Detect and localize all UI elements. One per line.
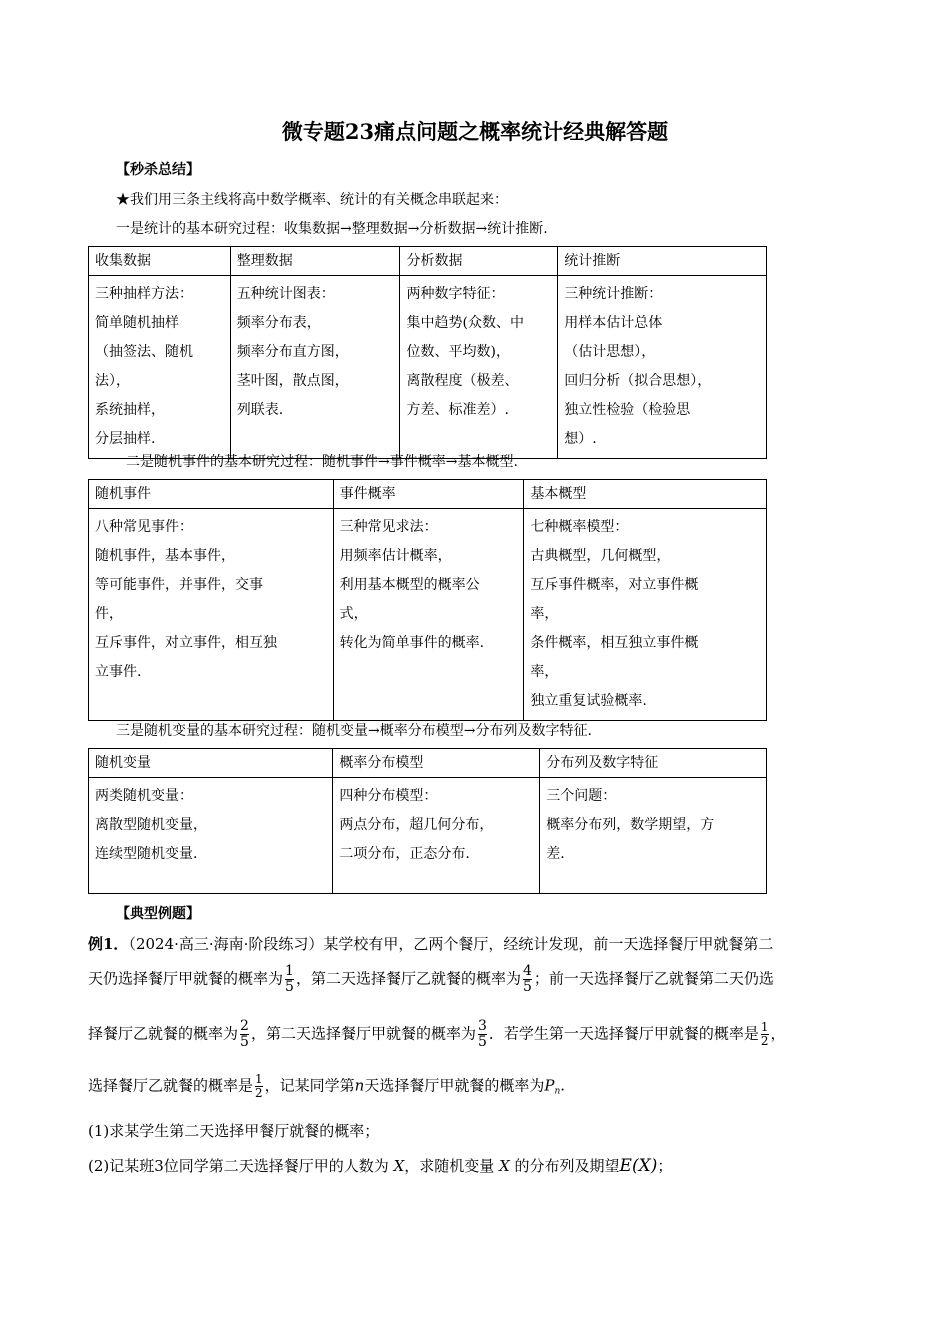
cell-line: 用频率估计概率， — [339, 548, 452, 564]
section2-lead: 二是随机事件的基本研究过程：随机事件→事件概率→基本概型. — [126, 454, 518, 470]
cell-line: 立事件. — [95, 664, 142, 680]
example-text: ，第二天选择餐厅甲就餐的概率为 — [250, 1024, 476, 1043]
cell-line: 连续型随机变量. — [95, 846, 198, 862]
fraction-three-fifths — [478, 1019, 487, 1050]
table-row — [89, 509, 767, 721]
variable-p-subscript: n — [554, 1086, 561, 1097]
cell-line: 独立重复试验概率. — [530, 693, 647, 709]
example-text: 天仍选择餐厅甲就餐的概率为 — [88, 969, 284, 988]
cell-line: 三种常见求法： — [339, 519, 438, 535]
table-header-cell: 基本概型 — [524, 480, 767, 509]
cell-line: 独立性检验（检验思 — [564, 402, 691, 418]
example-text: 选择餐厅乙就餐的概率是 — [88, 1076, 254, 1095]
frac-numerator: 1 — [760, 1020, 769, 1034]
example-text: ，求随机变量 — [404, 1157, 495, 1175]
table-cell — [400, 276, 558, 459]
frac-denominator: 5 — [240, 1034, 249, 1050]
cell-line: 频率分布直方图， — [236, 344, 349, 360]
table-cell — [540, 778, 767, 894]
cell-line: 茎叶图，散点图， — [236, 373, 349, 389]
example-text: ，第二天选择餐厅乙就餐的概率为 — [295, 969, 521, 988]
random-variable-table — [88, 748, 767, 894]
table-header-cell: 分析数据 — [400, 247, 558, 276]
cell-line: 位数、平均数)， — [406, 344, 510, 360]
table-cell — [524, 509, 767, 721]
example-heading: 【典型例题】 — [116, 906, 200, 922]
table-header-cell: 统计推断 — [558, 247, 767, 276]
intro-text: ★我们用三条主线将高中数学概率、统计的有关概念串联起来： — [116, 192, 508, 208]
question-2 — [88, 1155, 672, 1176]
table-header-cell: 随机事件 — [89, 480, 334, 509]
example-text: ，记某同学第 — [264, 1076, 355, 1095]
cell-line: 件， — [95, 606, 123, 622]
example-text: 天选择餐厅甲就餐的概率为 — [364, 1076, 545, 1095]
cell-line: 条件概率，相互独立事件概 — [530, 635, 699, 651]
cell-line: 集中趋势(众数、中 — [406, 315, 524, 331]
summary-heading: 【秒杀总结】 — [116, 162, 200, 178]
example-line-2 — [88, 964, 774, 995]
frac-numerator: 1 — [255, 1072, 263, 1086]
example-text: . — [560, 1076, 566, 1095]
frac-numerator: 2 — [240, 1018, 249, 1034]
variable-x: X — [499, 1157, 510, 1175]
cell-line: 想）. — [564, 431, 597, 447]
cell-line: 利用基本概型的概率公 — [339, 577, 480, 593]
cell-line: 离散型随机变量， — [95, 817, 207, 833]
table-header-cell: 收集数据 — [89, 247, 231, 276]
fraction-one-half — [255, 1073, 263, 1100]
table-row — [89, 276, 767, 459]
expectation-symbol: E(X) — [619, 1156, 658, 1176]
table-row — [89, 778, 767, 894]
example-text: (2)记某班3位同学第二天选择餐厅甲的人数为 — [88, 1157, 389, 1175]
cell-line: 概率分布列，数学期望，方 — [546, 817, 715, 833]
cell-line: 互斥事件概率，对立事件概 — [530, 577, 699, 593]
cell-line: 列联表. — [236, 402, 284, 418]
example-text: （2024·高三·海南·阶段练习）某学校有甲，乙两个餐厅，经统计发现，前一天选择餐厅甲就餐第二 — [128, 935, 774, 953]
table-header-cell: 整理数据 — [230, 247, 400, 276]
variable-p: P — [544, 1076, 555, 1095]
frac-numerator: 1 — [285, 963, 294, 979]
cell-line: 式， — [339, 606, 368, 622]
frac-denominator: 2 — [760, 1034, 769, 1048]
question-1: (1)求某学生第二天选择甲餐厅就餐的概率； — [88, 1122, 380, 1140]
table-cell — [89, 509, 334, 721]
cell-line: 方差、标准差）. — [406, 402, 509, 418]
section3-lead: 三是随机变量的基本研究过程：随机变量→概率分布模型→分布列及数字特征. — [116, 723, 592, 739]
example-label: 例1． — [88, 935, 129, 953]
cell-line: 率， — [530, 664, 559, 680]
cell-line: 三种抽样方法： — [95, 286, 193, 302]
cell-line: 两点分布，超几何分布， — [339, 817, 494, 833]
table-header-row — [89, 749, 767, 778]
variable-n: n — [354, 1076, 365, 1095]
stats-process-table — [88, 246, 767, 459]
table-header-cell: 概率分布模型 — [333, 749, 540, 778]
cell-line: 转化为简单事件的概率. — [339, 635, 485, 651]
table-header-row — [89, 480, 767, 509]
cell-line: 分层抽样. — [95, 431, 156, 447]
table-header-cell: 随机变量 — [89, 749, 333, 778]
example-text: 的分布列及期望 — [514, 1157, 620, 1175]
table-cell — [230, 276, 400, 459]
cell-line: 四种分布模型： — [339, 788, 438, 804]
example-text: ， — [770, 1024, 786, 1043]
cell-line: 两种数字特征： — [406, 286, 505, 302]
table-cell — [89, 276, 231, 459]
frac-numerator: 4 — [522, 963, 532, 979]
example-text: ； — [657, 1157, 673, 1175]
cell-line: 用样本估计总体 — [564, 315, 663, 331]
fraction-one-half — [761, 1021, 769, 1048]
cell-line: 三个问题： — [546, 788, 617, 804]
frac-denominator: 5 — [522, 979, 532, 995]
fraction-one-fifth — [285, 964, 294, 995]
variable-x: X — [393, 1157, 405, 1175]
cell-line: 八种常见事件： — [95, 519, 193, 535]
table-header-cell: 事件概率 — [333, 480, 524, 509]
cell-line: 两类随机变量： — [95, 788, 193, 804]
fraction-four-fifths — [523, 964, 532, 995]
cell-line: 回归分析（拟合思想）， — [564, 373, 712, 389]
table-cell — [89, 778, 333, 894]
table-cell — [558, 276, 767, 459]
frac-numerator: 3 — [477, 1018, 487, 1034]
frac-denominator: 5 — [285, 979, 294, 995]
cell-line: 三种统计推断： — [564, 286, 663, 302]
cell-line: 系统抽样， — [95, 402, 165, 418]
frac-denominator: 2 — [255, 1086, 263, 1100]
cell-line: 随机事件，基本事件， — [95, 548, 235, 564]
cell-line: 古典概型，几何概型， — [530, 548, 671, 564]
example-line-4 — [88, 1073, 565, 1100]
cell-line: 法）， — [95, 373, 130, 389]
table-cell — [333, 778, 540, 894]
fraction-two-fifths — [240, 1019, 249, 1050]
example-text: ；前一天选择餐厅乙就餐第二天仍选 — [533, 969, 774, 988]
section1-lead: 一是统计的基本研究过程：收集数据→整理数据→分析数据→统计推断. — [116, 221, 548, 237]
example-text: ．若学生第一天选择餐厅甲就餐的概率是 — [488, 1024, 759, 1043]
cell-line: 率， — [530, 606, 559, 622]
cell-line: 五种统计图表： — [236, 286, 335, 302]
example-line-3 — [88, 1019, 786, 1050]
cell-line: 二项分布，正态分布. — [339, 846, 470, 862]
cell-line: 等可能事件，并事件，交事 — [95, 577, 263, 593]
page-title: 微专题23痛点问题之概率统计经典解答题 — [281, 119, 669, 144]
cell-line: 差. — [546, 846, 565, 862]
frac-denominator: 5 — [477, 1034, 487, 1050]
cell-line: （估计思想）， — [564, 344, 656, 360]
example-text: 择餐厅乙就餐的概率为 — [88, 1024, 239, 1043]
cell-line: （抽签法、随机 — [95, 344, 193, 360]
cell-line: 简单随机抽样 — [95, 315, 179, 331]
cell-line: 频率分布表， — [236, 315, 321, 331]
cell-line: 互斥事件，对立事件，相互独 — [95, 635, 277, 651]
example-line-1 — [88, 933, 773, 954]
table-header-row — [89, 247, 767, 276]
cell-line: 离散程度（极差、 — [406, 373, 519, 389]
table-cell — [333, 509, 524, 721]
table-header-cell: 分布列及数字特征 — [540, 749, 767, 778]
random-event-table — [88, 479, 767, 721]
cell-line: 七种概率模型： — [530, 519, 629, 535]
